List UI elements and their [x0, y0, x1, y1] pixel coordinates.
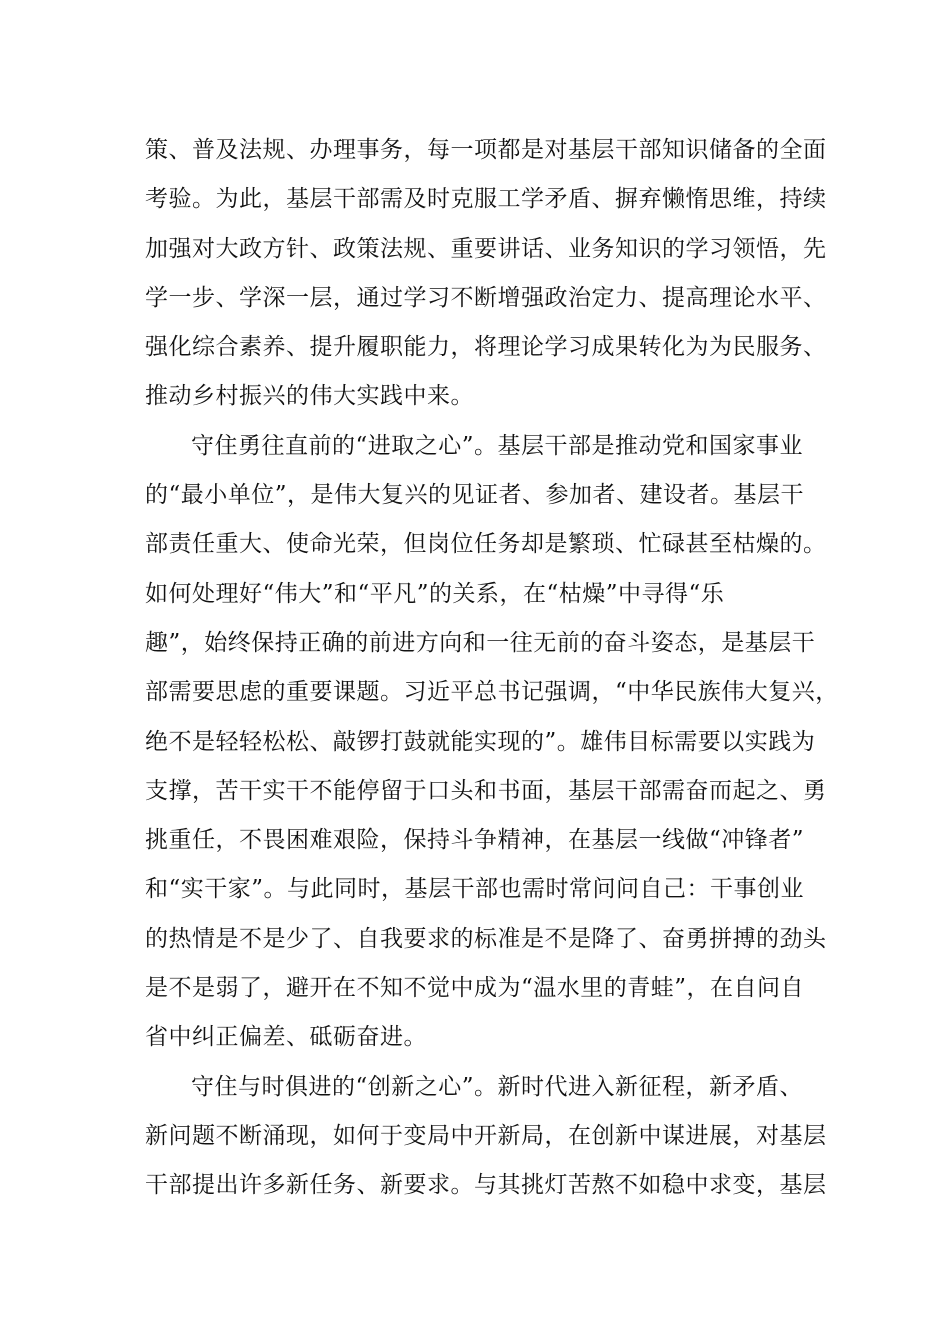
paragraph-3-line-1: 守住与时俱进的“创新之心”。新时代进入新征程，新矛盾、: [191, 1073, 804, 1100]
paragraph-2-line-5: 趣”，始终保持正确的前进方向和一往无前的奋斗姿态，是基层干: [145, 629, 816, 656]
paragraph-2-line-7: 绝不是轻轻松松、敲锣打鼓就能实现的”。雄伟目标需要以实践为: [145, 728, 816, 755]
paragraph-3-line-3: 干部提出许多新任务、新要求。与其挑灯苦熬不如稳中求变，基层: [145, 1172, 827, 1199]
paragraph-2-line-10: 和“实干家”。与此同时，基层干部也需时常问问自己：干事创业: [145, 876, 805, 903]
paragraph-2-line-13: 省中纠正偏差、砥砺奋进。: [145, 1024, 427, 1051]
paragraph-1-line-4: 学一步、学深一层，通过学习不断增强政治定力、提高理论水平、: [145, 284, 827, 311]
paragraph-2-line-3: 部责任重大、使命光荣，但岗位任务却是繁琐、忙碌甚至枯燥的。: [145, 531, 827, 558]
paragraph-1-line-1: 策、普及法规、办理事务，每一项都是对基层干部知识储备的全面: [145, 137, 827, 163]
paragraph-1-line-3: 加强对大政方针、政策法规、重要讲话、业务知识的学习领悟，先: [145, 235, 827, 262]
paragraph-2-line-8: 支撑，苦干实干不能停留于口头和书面，基层干部需奋而起之、勇: [145, 777, 827, 804]
document-body: [145, 126, 839, 1211]
paragraph-2-line-11: 的热情是不是少了、自我要求的标准是不是降了、奋勇拼搏的劲头: [145, 925, 827, 952]
paragraph-1-line-2: 考验。为此，基层干部需及时克服工学矛盾、摒弃懒惰思维，持续: [145, 186, 827, 213]
paragraph-2-line-2: 的“最小单位”，是伟大复兴的见证者、参加者、建设者。基层干: [145, 482, 805, 509]
paragraph-2-line-6: 部需要思虑的重要课题。习近平总书记强调，“中华民族伟大复兴，: [145, 679, 839, 706]
paragraph-3-line-2: 新问题不断涌现，如何于变局中开新局，在创新中谋进展，对基层: [145, 1122, 827, 1149]
paragraph-2-line-4: 如何处理好“伟大”和“平凡”的关系，在“枯燥”中寻得“乐: [145, 580, 725, 607]
paragraph-1-line-5: 强化综合素养、提升履职能力，将理论学习成果转化为为民服务、: [145, 334, 827, 361]
paragraph-2-line-1: 守住勇往直前的“进取之心”。基层干部是推动党和国家事业: [191, 432, 804, 459]
paragraph-2-line-12: 是不是弱了，避开在不知不觉中成为“温水里的青蛙”，在自问自: [145, 975, 805, 1002]
paragraph-1-line-6: 推动乡村振兴的伟大实践中来。: [145, 383, 474, 410]
paragraph-2-line-9: 挑重任，不畏困难艰险，保持斗争精神，在基层一线做“冲锋者”: [145, 827, 805, 854]
